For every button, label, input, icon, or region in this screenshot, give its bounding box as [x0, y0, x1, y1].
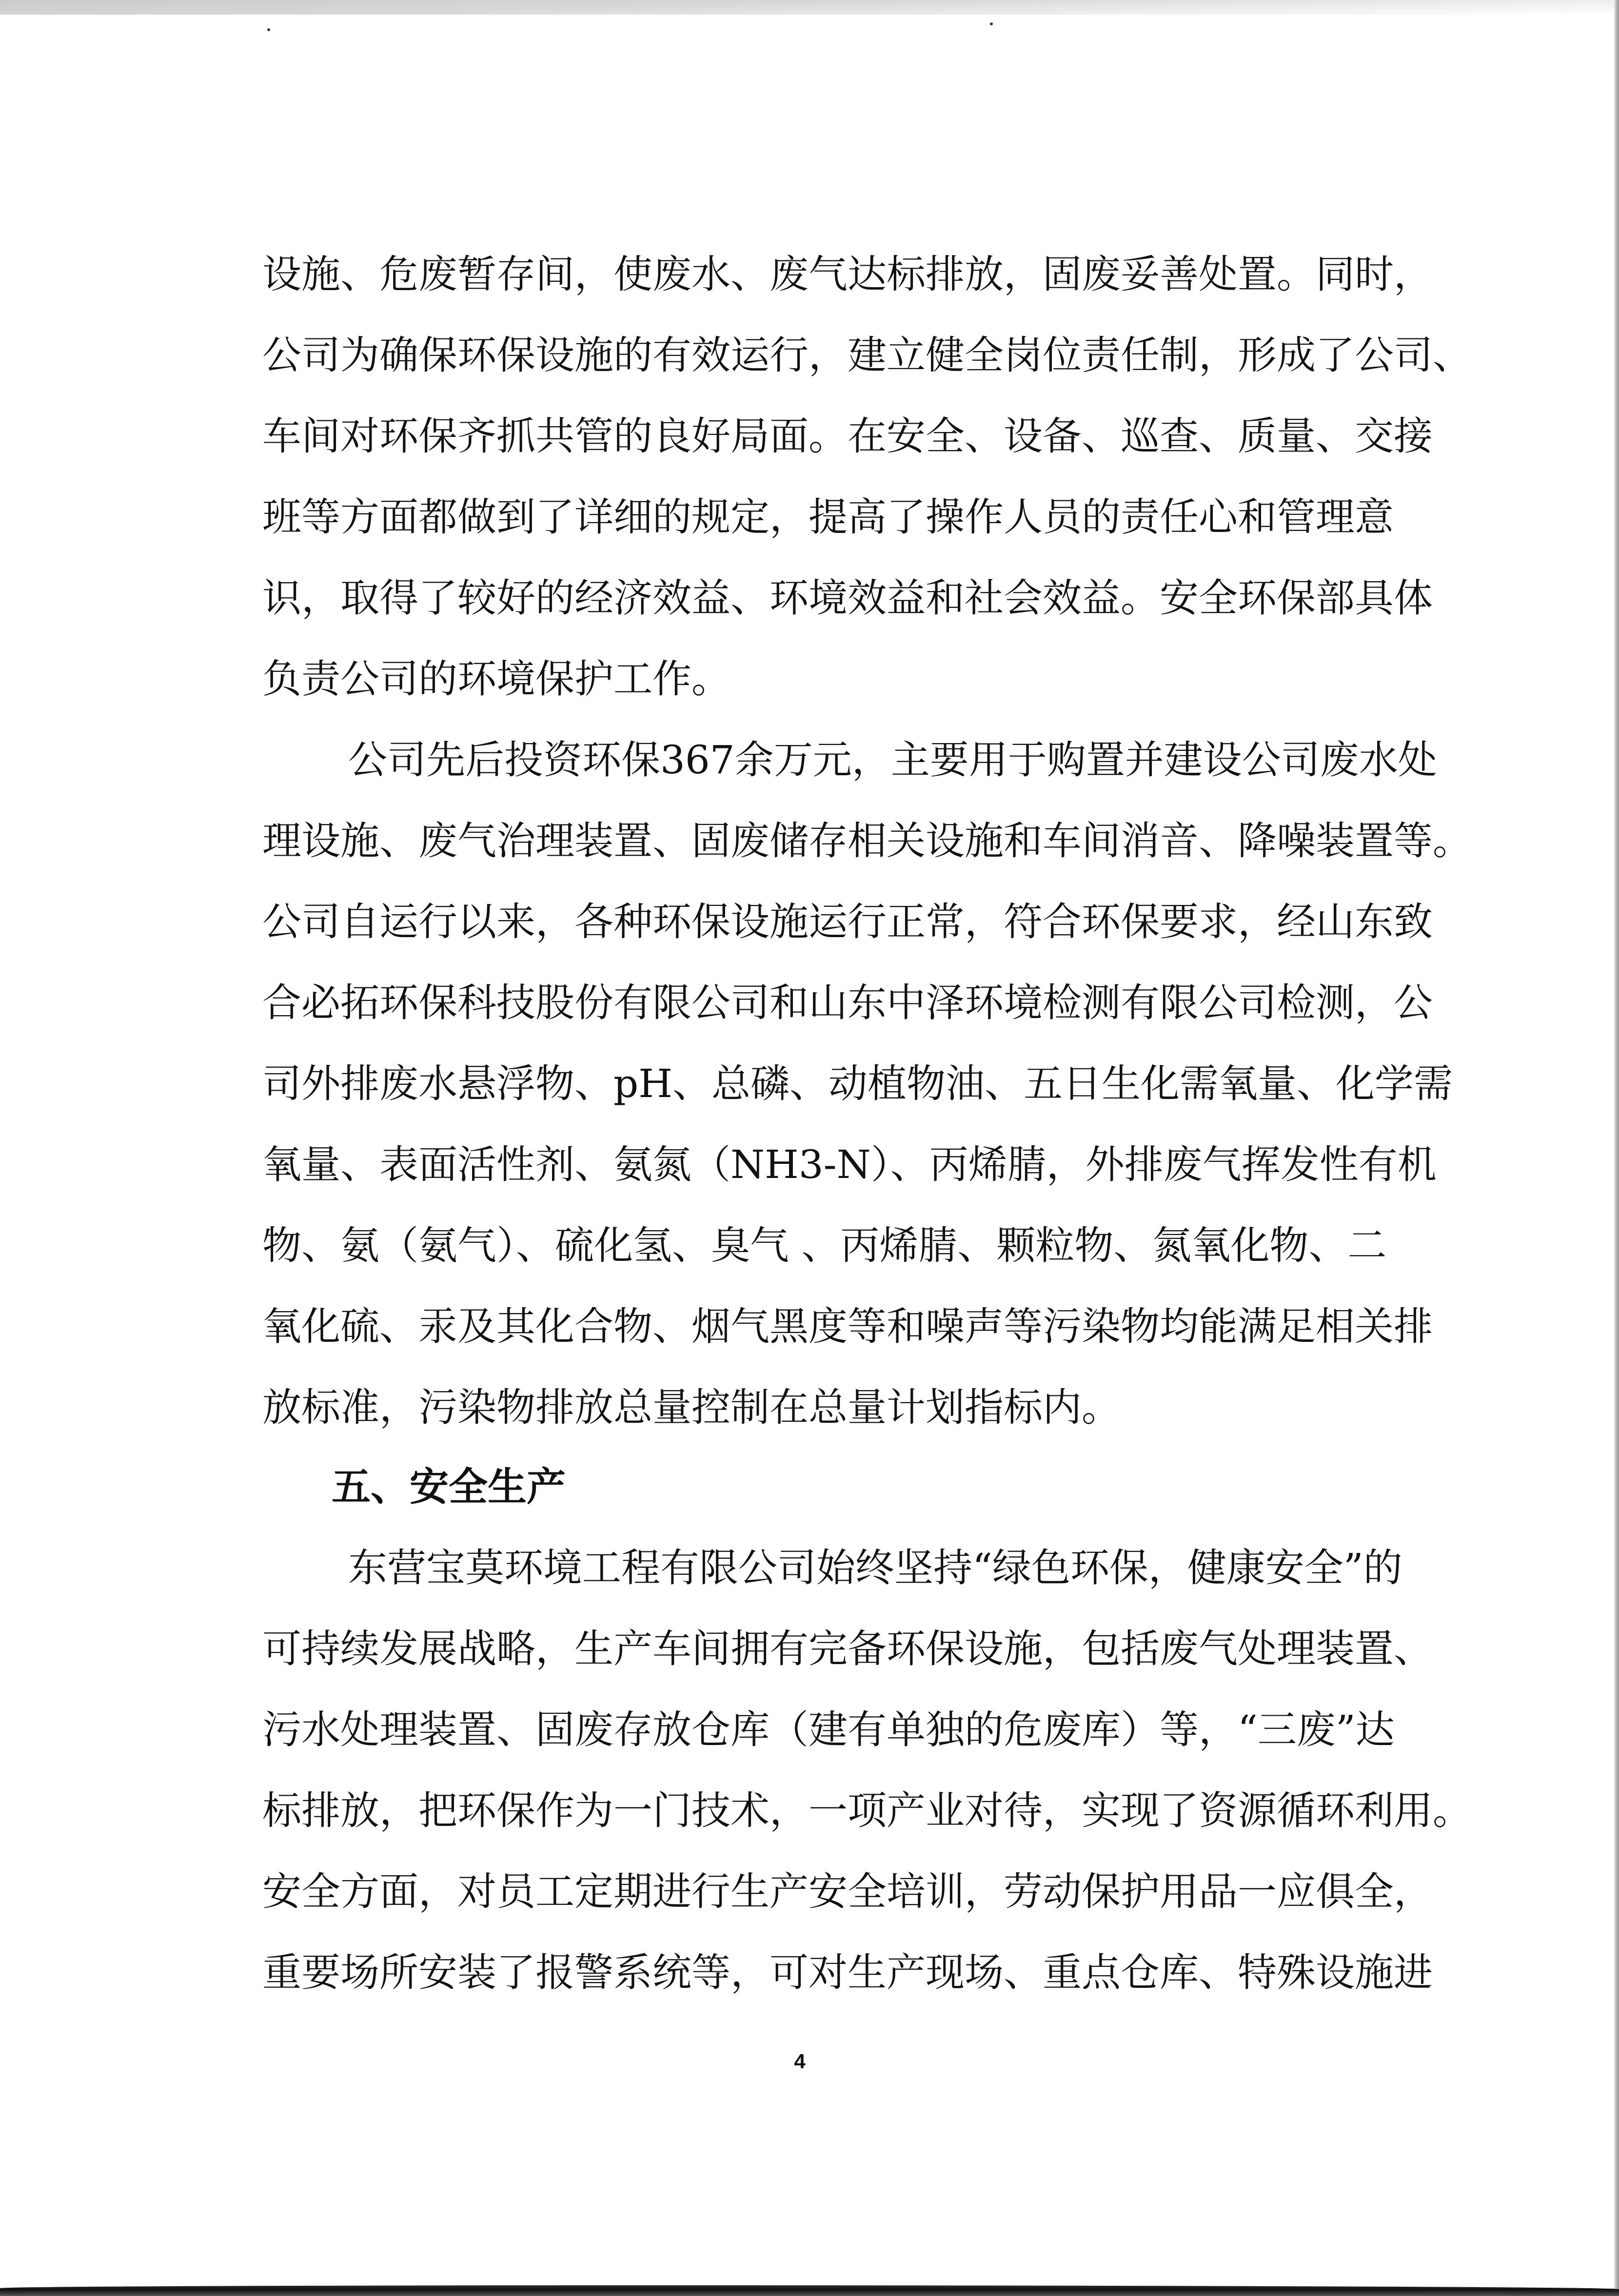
section-heading: 五、安全生产: [332, 1464, 566, 1510]
text-line: 设施、危废暂存间，使废水、废气达标排放，固废妥善处置。同时，: [262, 252, 1433, 297]
text-line: 负责公司的环境保护工作。: [262, 656, 731, 702]
text-line: 车间对环保齐抓共管的良好局面。在安全、设备、巡查、质量、交接: [262, 413, 1433, 459]
text-line: 班等方面都做到了详细的规定，提高了操作人员的责任心和管理意: [262, 494, 1394, 540]
text-line: 氧量、表面活性剂、氨氮（NH3-N）、丙烯腈，外排废气挥发性有机: [262, 1142, 1437, 1187]
text-line: 氧化硫、汞及其化合物、烟气黑度等和噪声等污染物均能满足相关排: [262, 1304, 1433, 1349]
text-line: 污水处理装置、固废存放仓库（建有单独的危废库）等，“三废”达: [262, 1707, 1395, 1752]
text-line: 物、氨（氨气）、硫化氢、臭气 、丙烯腈、颗粒物、氮氧化物、二: [262, 1223, 1387, 1268]
text-line: 标排放，把环保作为一门技术，一项产业对待，实现了资源循环利用。: [262, 1788, 1472, 1833]
text-line: 公司自运行以来，各种环保设施运行正常，符合环保要求，经山东致: [262, 899, 1433, 944]
text-line: 东营宝莫环境工程有限公司始终坚持“绿色环保，健康安全”的: [348, 1545, 1402, 1590]
text-line: 理设施、废气治理装置、固废储存相关设施和车间消音、降噪装置等。: [262, 818, 1472, 863]
text-line: 重要场所安装了报警系统等，可对生产现场、重点仓库、特殊设施进: [262, 1950, 1433, 1995]
page-number: 4: [794, 2050, 806, 2073]
text-line: 司外排废水悬浮物、pH、总磷、动植物油、五日生化需氧量、化学需: [262, 1061, 1453, 1106]
text-line: 合必拓环保科技股份有限公司和山东中泽环境检测有限公司检测，公: [262, 980, 1433, 1025]
text-line: 安全方面，对员工定期进行生产安全培训，劳动保护用品一应俱全，: [262, 1869, 1433, 1914]
text-line: 公司先后投资环保367余万元，主要用于购置并建设公司废水处: [348, 737, 1437, 783]
text-line: 可持续发展战略，生产车间拥有完备环保设施，包括废气处理装置、: [262, 1626, 1433, 1671]
text-line: 识，取得了较好的经济效益、环境效益和社会效益。安全环保部具体: [262, 575, 1433, 621]
text-line: 公司为确保环保设施的有效运行，建立健全岗位责任制，形成了公司、: [262, 333, 1472, 378]
text-line: 放标准，污染物排放总量控制在总量计划指标内。: [262, 1385, 1121, 1430]
